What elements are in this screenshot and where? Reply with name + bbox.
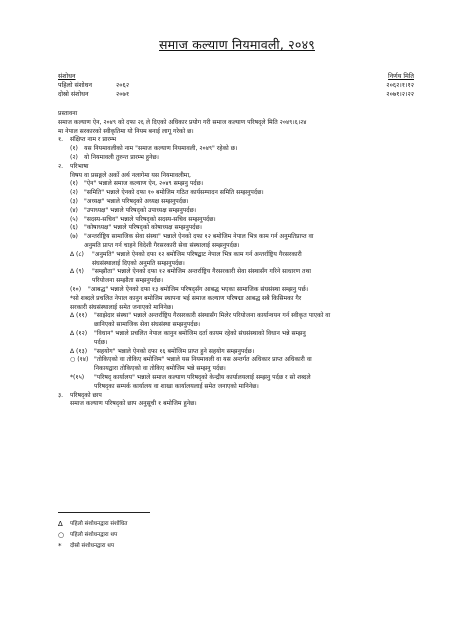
definition: (७) "अन्तर्राष्ट्रिय सामाजिक सेवा संस्था" भन्नाले ऐनको दफा १२ बमोजिम नेपाल भित्र काम गर्न अनुमतिप्राप्त वा अनुमति प्राप्त गर्न चाहने विदेशी गैरसरकारी सेवा संस्थालाई सम्झनुपर्दछ। xyxy=(70,233,314,249)
amendment-date: २०६२।१।१२ xyxy=(386,82,414,89)
decision-date-header: निर्णय मिति xyxy=(388,73,414,80)
definition: (५) "सदस्य-सचिव" भन्नाले परिषद्को सदस्य-सचिव सम्झनुपर्दछ। xyxy=(70,215,216,223)
definition: ∆ (११) "साझेदार संस्था" भन्नाले अन्तर्राष्ट्रिय गैरसरकारी संस्थासँग मिलेर परियोजना कार्यान्वयन गर्न स्वीकृत पाएको वा छानिएको सामाजिक सेवा संघसंस्था सम्झनुपर्दछ। xyxy=(70,312,331,329)
definition: (१) "ऐन" भन्नाले समाज कल्याण ऐन, २०४९ सम्झनु पर्दछ। xyxy=(70,180,204,188)
amendment-header: संशोधन xyxy=(58,73,76,80)
footnotes xyxy=(58,519,128,552)
section-heading: २. परिभाषा xyxy=(58,162,89,170)
definition: ∆ (१२) "विधान" भन्नाले प्रचलित नेपाल कानुन बमोजिम दर्ता कायम रहेको संघसंस्थाको विधान भन्ने सम्झनु पर्दछ। xyxy=(70,329,306,346)
amendment-number: २०६२ xyxy=(116,82,130,89)
amendment-header-row xyxy=(58,72,414,81)
section-heading: ३. परिषद्को छाप xyxy=(58,391,102,399)
definition: ○ (१४) "तोकिएको वा तोकिए बमोजिम" भन्नाले यस नियमावली वा यस अन्तर्गत अधिकार प्राप्त अधिकारी वा निकायद्वारा तोकिएको वा तोकिए बमोजिम भन्ने सम्झनु पर्दछ। xyxy=(70,356,312,373)
definition: ∆ (१३) "सहयोग" भन्नाले ऐनको दफा १६ बमोजिम प्राप्त हुने सहयोग सम्झनुपर्दछ। xyxy=(70,347,255,355)
subsection: (१) यस नियमावलीको नाम "समाज कल्याण नियमावली, २०४९" रहेको छ। xyxy=(70,145,238,153)
asterisk-icon: * xyxy=(58,542,62,550)
preamble-heading: प्रस्तावना xyxy=(58,110,78,117)
amendment-row xyxy=(58,90,414,99)
amendment-table xyxy=(58,72,414,99)
amendment-date: २०७१।२।२२ xyxy=(386,91,414,98)
section-intro: समाज कल्याण परिषद्को छाप अनुसूची १ बमोजिम हुनेछ। xyxy=(70,400,197,408)
definition: *(१५) "परिषद् कार्यालय" भन्नाले समाज कल्याण परिषद्को केन्द्रीय कार्यालयलाई सम्झनु पर्दछ र सो शब्दले परिषद्का सम्पर्क कार्यालय वा शाखा कार्यालयलाई समेत जनाएको मानिनेछ। xyxy=(70,373,311,390)
definition-note: सरकारी संघसंस्थालाई समेत जनाएको मानिनेछ। xyxy=(70,303,174,311)
triangle-icon: ∆ xyxy=(58,520,63,528)
amendment-label: पहिलो संशोधन xyxy=(58,82,92,89)
footnote: * दोस्रो संशोधनद्वारा थप xyxy=(58,542,114,550)
amendment-number: २०७१ xyxy=(116,91,130,98)
section-heading: १. संक्षिप्त नाम र प्रारम्भ xyxy=(58,136,116,144)
circle-icon: ○ xyxy=(58,531,65,539)
preamble-text: मा नेपाल सरकारको स्वीकृतिमा यो नियम बनाई लागू गरेको छ। xyxy=(58,127,194,135)
subsection: (२) यो नियमावली तुरुन्त प्रारम्भ हुनेछ। xyxy=(70,153,159,161)
footnote-divider xyxy=(58,512,150,513)
amendment-label: दोस्रो संशोधन xyxy=(58,91,89,98)
preamble-text: समाज कल्याण ऐन, २०४९ को दफा २६ ले दिएको अधिकार प्रयोग गरी समाज कल्याण परिषद्ले मिति २०४९।६।२४ xyxy=(58,118,307,126)
footnote: ∆ पहिलो संशोधनद्वारा संशोधित xyxy=(58,520,128,528)
definition: (६) "कोषाध्यक्ष" भन्नाले परिषद्को कोषाध्यक्ष सम्झनुपर्दछ। xyxy=(70,224,202,232)
document-title: समाज कल्याण नियमावली, २०४९ xyxy=(159,37,315,52)
footnote: ○ पहिलो संशोधनद्वारा थप xyxy=(58,531,118,539)
definition: (४) "उपाध्यक्ष" भन्नाले परिषद्को उपाध्यक्ष सम्झनुपर्दछ। xyxy=(70,206,197,214)
definition: (२) "समिति" भन्नाले ऐनको दफा १० बमोजिम गठित कार्यसम्पादन समिति सम्झनुपर्दछ। xyxy=(70,189,264,197)
definition: (१०) "आबद्ध" भन्नाले ऐनको दफा १३ बमोजिम परिषद्सँग आबद्ध भएका सामाजिक संघसंस्था सम्झनु पर्छ। xyxy=(70,285,309,293)
definition: (३) "अध्यक्ष" भन्नाले परिषद्को अध्यक्ष सम्झनुपर्दछ। xyxy=(70,197,189,205)
document-body xyxy=(58,110,414,409)
section-intro: विषय वा प्रसङ्गले अर्को अर्थ नलागेमा यस नियमावलीमा, xyxy=(70,171,191,179)
definition: ∆ (८) "अनुमति" भन्नाले ऐनको दफा १२ बमोजिम परिषद्बाट नेपाल भित्र काम गर्न अन्तर्राष्ट्रिय गैरसरकारी संघसंस्थालाई दिएको अनुमति सम्झनुपर्दछ। xyxy=(70,250,302,267)
definition-note: *सो शब्दले प्रचलित नेपाल कानुन बमोजिम स्थापना भई समाज कल्याण परिषद्मा आबद्ध सबै किसिमका गैर xyxy=(70,294,302,302)
amendment-row xyxy=(58,81,414,90)
definition: ∆ (९) "सम्झौता" भन्नाले ऐनको दफा १२ बमोजिम अन्तर्राष्ट्रिय गैरसरकारी सेवा संस्थासँग गरिने साधारण तथा परियोजना सम्झौता सम्झनुपर्दछ। xyxy=(70,268,311,285)
